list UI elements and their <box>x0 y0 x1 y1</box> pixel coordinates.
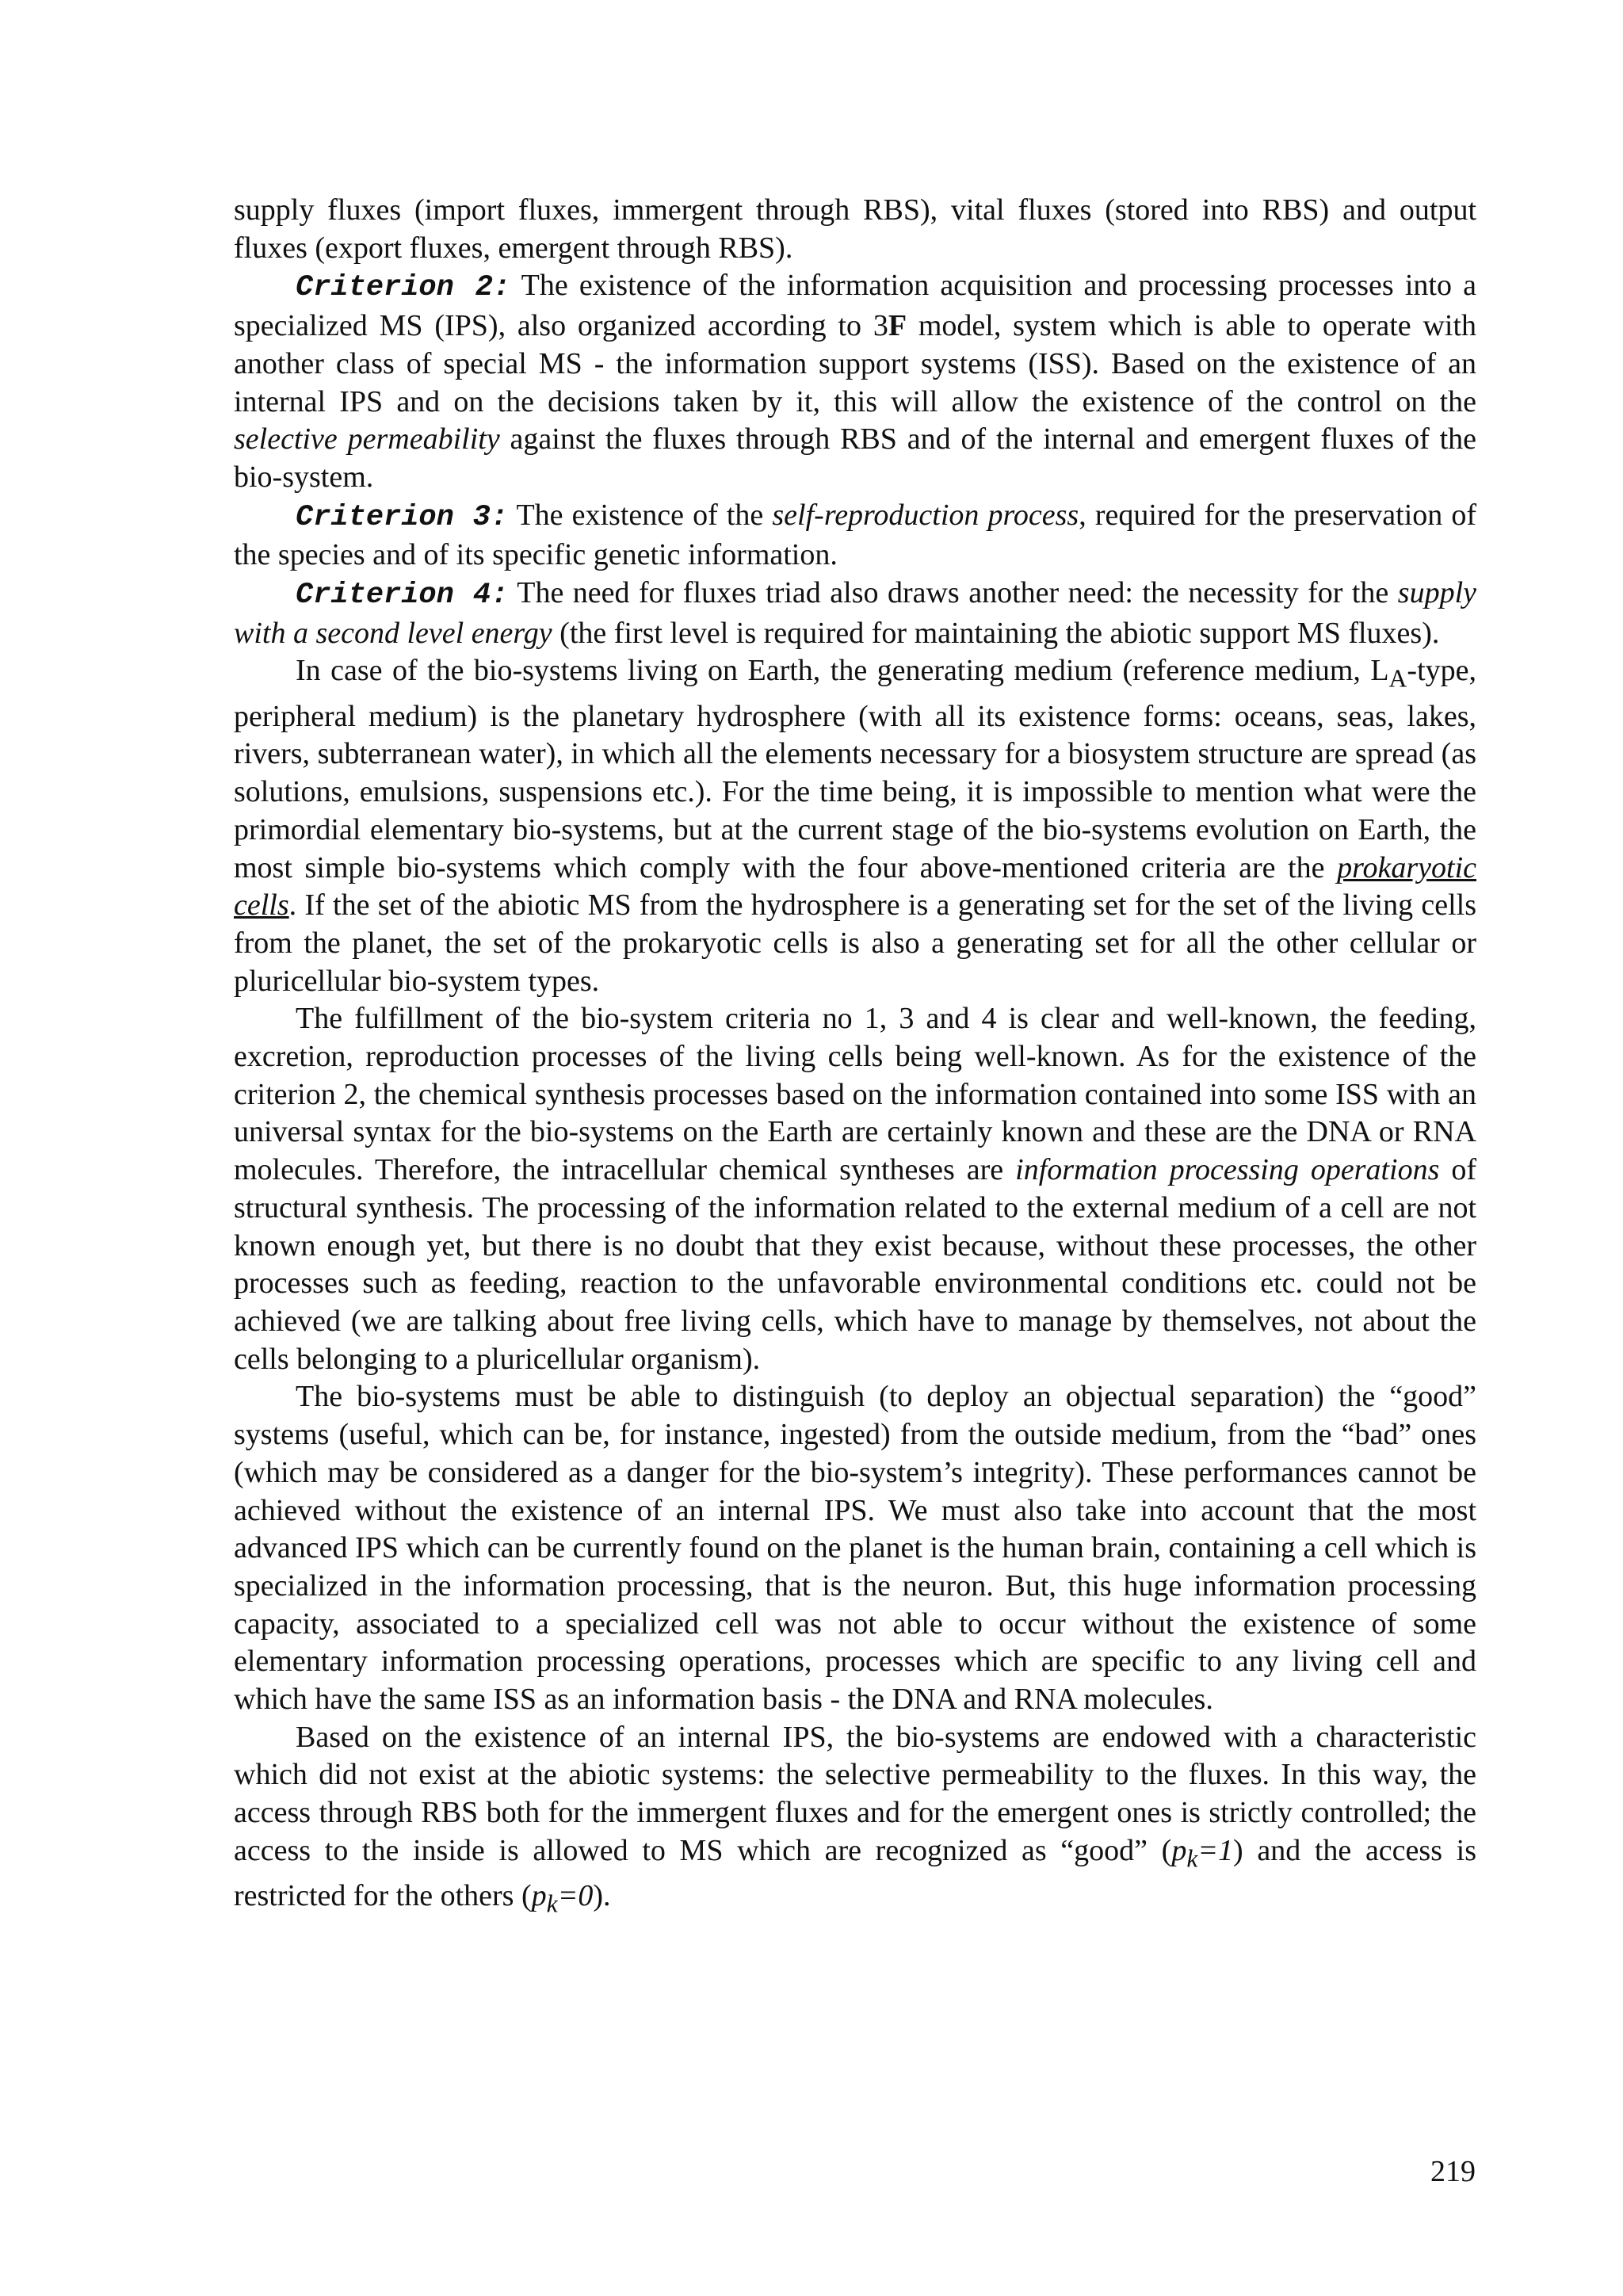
text-run: . If the set of the abiotic MS from the hydrosphere is a generating set for the set of the living cells from the planet, the set of the prokaryotic cells is also a generating set for all the other cellular or pluricellular bio-system types. <box>234 888 1476 998</box>
text-run: prokaryotic cells <box>234 850 1476 923</box>
text-run: against the fluxes through RBS and of the internal and emergent fluxes of the bio-system. <box>234 422 1476 494</box>
text-run: The existence of the information acquisition and processing processes into a specialized MS (IPS), also organized according to 3 <box>234 269 1476 343</box>
text-run: -type, peripheral medium) is the planetary hydrosphere (with all its existence forms: oceans, seas, lakes, rivers, subterranean water), in which all the elements necessary for a biosystem structure are spread (as solutions, emulsions, suspensions etc.). For the time being, it is impossible to mention what were the primordial elementary bio-systems, but at the current stage of the bio-systems evolution on Earth, the most simple bio-systems which comply with the four above-mentioned criteria are the <box>234 654 1476 884</box>
paragraph-criterion-2 <box>234 267 1476 496</box>
text-run: The existence of the <box>508 498 773 532</box>
text-run: information processing operations <box>1015 1153 1440 1187</box>
text-run: k <box>1186 1844 1198 1873</box>
text-run: ) and the access is restricted for the others ( <box>234 1833 1476 1913</box>
text-run: selective permeability <box>234 422 500 457</box>
text-run: The bio-systems must be able to distinguish (to deploy an objectual separation) the “good” systems (useful, which can be, for instance, ingested) from the outside medium, from the “bad” ones (which may be considered as a danger for the bio-system’s integrity). These performances cannot be achieved without the existence of an internal IPS. We must also take into account that the most advanced IPS which can be currently found on the planet is the human brain, containing a cell which is specialized in the information processing, that is the neuron. But, this huge information processing capacity, associated to a specialized cell was not able to occur without the existence of some elementary information processing operations, processes which are specific to any living cell and which have the same ISS as an information basis - the DNA and RNA molecules. <box>234 1380 1476 1717</box>
text-run: Based on the existence of an internal IPS, the bio-systems are endowed with a characteristic which did not exist at the abiotic systems: the selective permeability to the fluxes. In this way, the access through RBS both for the immergent fluxes and for the emergent ones is strictly controlled; the access to the inside is allowed to MS which are recognized as “good” ( <box>234 1720 1476 1867</box>
text-run: ). <box>593 1879 611 1913</box>
text-run: The need for fluxes triad also draws another need: the necessity for the <box>508 576 1398 610</box>
paragraph-criterion-4 <box>234 575 1476 652</box>
text-run: A <box>1388 665 1407 693</box>
text-run: p <box>1171 1833 1187 1867</box>
text-run: model, system which is able to operate with another class of special MS - the information support systems (ISS). Based on the existence of an internal IPS and on the decisions taken by it, this will allow the existence of the control on the <box>234 309 1476 418</box>
paragraph-earth-biosystems <box>234 652 1476 1000</box>
text-run: F <box>888 309 907 343</box>
text-run: supply fluxes (import fluxes, immergent through RBS), vital fluxes (stored into RBS) and output fluxes (export fluxes, emergent through RBS). <box>234 193 1476 265</box>
criterion-label: Criterion 4: <box>296 579 509 613</box>
paragraph-permeability <box>234 1719 1476 1924</box>
paragraph-continuation <box>234 192 1476 267</box>
criterion-label: Criterion 2: <box>296 271 511 305</box>
paragraph-distinguish <box>234 1378 1476 1718</box>
text-run: In case of the bio-systems living on Earth, the generating medium (reference medium, L <box>296 654 1389 688</box>
text-run: The fulfillment of the bio-system criteria no 1, 3 and 4 is clear and well-known, the feeding, excretion, reproduction processes of the living cells being well-known. As for the existence of the criterion 2, the chemical synthesis processes based on the information contained into some ISS with an universal syntax for the bio-systems on the Earth are certainly known and these are the DNA or RNA molecules. Therefore, the intracellular chemical syntheses are <box>234 1002 1476 1187</box>
text-run: , required for the preservation of the species and of its specific genetic information. <box>234 498 1477 572</box>
page-body <box>234 192 1476 1923</box>
text-run: =1 <box>1197 1833 1234 1867</box>
text-run: supply with a second level energy <box>234 576 1477 650</box>
text-run: p <box>531 1879 547 1913</box>
criterion-label: Criterion 3: <box>296 500 509 534</box>
page-number: 219 <box>1430 2155 1476 2188</box>
text-run: of structural synthesis. The processing of the information related to the external medium of a cell are not known enough yet, but there is no doubt that they exist because, without these processes, the other processes such as feeding, reaction to the unfavorable environmental conditions etc. could not be achieved (we are talking about free living cells, which have to manage by themselves, not about the cells belonging to a pluricellular organism). <box>234 1153 1477 1376</box>
text-run: k <box>546 1889 558 1918</box>
text-run: =0 <box>557 1879 594 1913</box>
paragraph-criterion-3 <box>234 497 1476 575</box>
text-run: self-reproduction process <box>772 498 1079 532</box>
paragraph-fulfillment <box>234 1000 1476 1378</box>
text-run: (the first level is required for maintaining the abiotic support MS fluxes). <box>552 616 1440 650</box>
